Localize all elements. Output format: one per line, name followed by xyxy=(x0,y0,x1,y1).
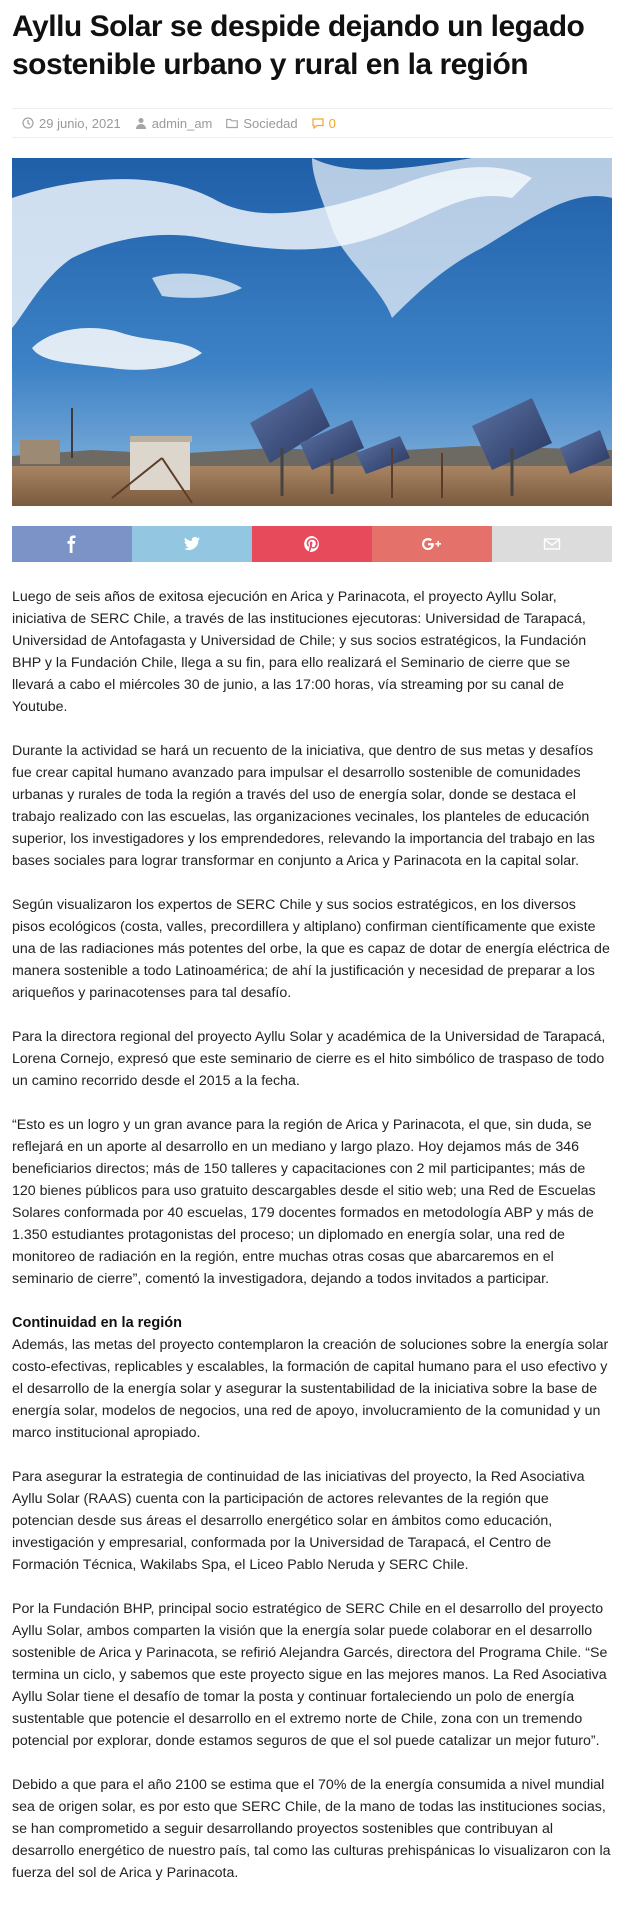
post-date xyxy=(22,116,121,131)
share-email-button[interactable] xyxy=(492,526,612,562)
post-category-label: Sociedad xyxy=(243,115,298,131)
share-bar xyxy=(12,526,612,562)
paragraph: Para asegurar la estrategia de continuidad de las iniciativas del proyecto, la Red Asociativa Ayllu Solar (RAAS) cuenta con la participación de actores relevantes de la región que potencian desde sus áreas el desarrollo energético solar en ámbitos como educación, investigación y empresarial, conformada por la Universidad de Tarapacá, el Centro de Formación Técnica, Wakilabs Spa, el Liceo Pablo Neruda y SERC Chile. xyxy=(12,1469,585,1573)
post-author[interactable] xyxy=(135,116,213,131)
share-facebook-button[interactable] xyxy=(12,526,132,562)
section-heading: Continuidad en la región xyxy=(12,1315,182,1331)
mail-icon xyxy=(543,535,561,553)
share-twitter-button[interactable] xyxy=(132,526,252,562)
pinterest-icon xyxy=(303,535,321,553)
article-body xyxy=(12,586,612,1884)
paragraph: Debido a que para el año 2100 se estima que el 70% de la energía consumida a nivel mundial sea de origen solar, es por esto que SERC Chile, de la mano de todas las instituciones socias, se han comprometido a seguir desarrollando proyectos sostenibles que contribuyan al desarrollo energético de nuestro país, tal como las culturas prehispánicas lo visualizaron con la fuerza del sol de Arica y Parinacota. xyxy=(12,1777,611,1881)
comment-icon xyxy=(312,117,324,129)
google-plus-icon xyxy=(421,535,443,553)
photo-solar-panels xyxy=(12,158,612,506)
post-comments[interactable] xyxy=(312,116,336,131)
clock-icon xyxy=(22,117,34,129)
folder-icon xyxy=(226,117,238,129)
paragraph: Luego de seis años de exitosa ejecución en Arica y Parinacota, el proyecto Ayllu Solar, iniciativa de SERC Chile, a través de las instituciones ejecutoras: Universidad de Tarapacá, Universidad de Antofagasta y Universidad de Chile; y sus socios estratégicos, la Fundación BHP y la Fundación Chile, llega a su fin, para ello realizará el Seminario de cierre que se llevará a cabo el miércoles 30 de junio, a las 17:00 horas, vía streaming por su canal de Youtube. xyxy=(12,589,587,715)
paragraph: Además, las metas del proyecto contemplaron la creación de soluciones sobre la energía solar costo-efectivas, replicables y escalables, la formación de capital humano para el uso efectivo y el desarrollo de la energía solar y asegurar la sustentabilidad de la iniciativa sobre la base de energía solar, modelos de negocios, una red de apoyo, involucramiento de la comunidad y un marco institucional apropiado. xyxy=(12,1337,609,1441)
paragraph: Durante la actividad se hará un recuento de la iniciativa, que dentro de sus metas y desafíos fue crear capital humano avanzado para impulsar el desarrollo sostenible de comunidades urbanas y rurales de toda la región a través del uso de energía solar, donde se destaca el trabajo realizado con las escuelas, las organizaciones vecinales, los planteles de educación superior, los investigadores y los emprendedores, relevando la importancia del trabajo en las bases sociales para lograr transformar en conjunto a Arica y Parinacota en la capital solar. xyxy=(12,743,595,869)
facebook-icon xyxy=(63,535,81,553)
article-title: Ayllu Solar se despide dejando un legado sostenible urbano y rural en la región xyxy=(12,10,585,81)
post-date-label: 29 junio, 2021 xyxy=(39,115,121,131)
twitter-icon xyxy=(183,535,201,553)
paragraph: Para la directora regional del proyecto Ayllu Solar y académica de la Universidad de Tarapacá, Lorena Cornejo, expresó que este seminario de cierre es el hito simbólico de traspaso de todo un camino recorrido desde el 2015 a la fecha. xyxy=(12,1029,606,1089)
paragraph: “Esto es un logro y un gran avance para la región de Arica y Parinacota, el que, sin duda, se reflejará en un aporte al desarrollo en un mediano y largo plazo. Hoy dejamos más de 346 beneficiarios directos; más de 150 talleres y capacitaciones con 2 mil participantes; más de 120 bienes públicos para uso gratuito descargables desde el sitio web; una Red de Escuelas Solares conformada por 40 escuelas, 179 docentes formados en metodología ABP y más de 1.350 estudiantes protagonistas del proceso; un diplomado en energía solar, una red de monitoreo de radiación en la región, entre muchas otras cosas que abarcaremos en el seminario de cierre”, comentó la investigadora, dejando a todos invitados a participar. xyxy=(12,1117,596,1287)
share-google-plus-button[interactable] xyxy=(372,526,492,562)
hero-image xyxy=(12,158,612,506)
user-icon xyxy=(135,117,147,129)
post-category[interactable] xyxy=(226,116,297,131)
post-author-label: admin_am xyxy=(151,115,213,131)
paragraph: Por la Fundación BHP, principal socio estratégico de SERC Chile en el desarrollo del proyecto Ayllu Solar, ambos comparten la visión que la energía solar puede colaborar en el desarrollo sostenible de Arica y Parinacota, se refirió Alejandra Garcés, directora del Programa Chile. “Se termina un ciclo, y sabemos que este proyecto sigue en las mejores manos. La Red Asociativa Ayllu Solar tiene el desafío de tomar la posta y continuar fortaleciendo un polo de energía sustentable que potencie el desarrollo en el extremo norte de Chile, zona con un tremendo potencial por explorar, donde estamos seguros de que el sol puede catalizar un mejor futuro”. xyxy=(12,1601,608,1749)
paragraph: Según visualizaron los expertos de SERC Chile y sus socios estratégicos, en los diversos pisos ecológicos (costa, valles, precordillera y altiplano) confirman científicamente que existe una de las radiaciones más potentes del orbe, la que es capaz de dotar de energía eléctrica de manera sostenible a todo Latinoamérica; de ahí la justificación y necesidad de preparar a los ariqueños y parinacotenses para tal desafío. xyxy=(12,897,610,1001)
share-pinterest-button[interactable] xyxy=(252,526,372,562)
post-meta xyxy=(12,108,613,138)
post-comments-count: 0 xyxy=(328,115,336,131)
